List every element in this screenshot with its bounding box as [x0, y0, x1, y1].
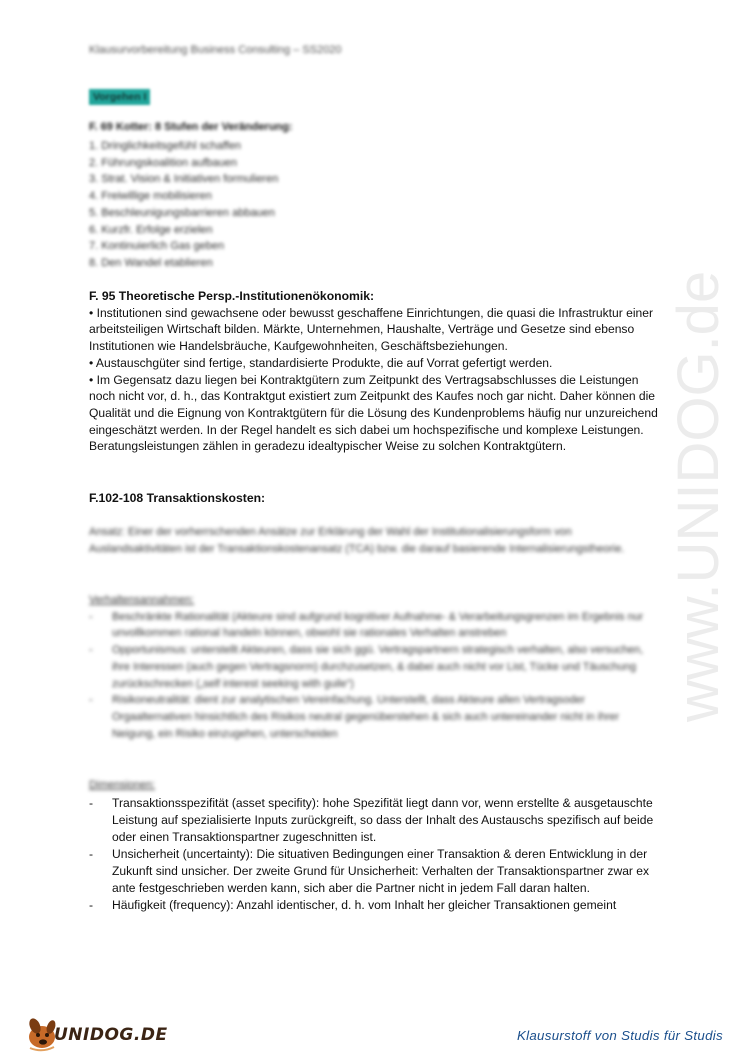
dimension-text: Häufigkeit (frequency): Anzahl identischer, d. h. vom Inhalt her gleicher Transaktionen gemeint — [112, 898, 617, 912]
transaktion-section — [89, 490, 659, 507]
list-dash: - — [89, 644, 93, 657]
kotter-list — [89, 138, 278, 272]
kotter-item: 7. Kontinuierlich Gas geben — [89, 240, 225, 253]
verhaltensannahme-text: Beschränkte Rationalität (Akteure sind aufgrund kognitiver Aufnahme- & Verarbeitungsgrenzen im Ergebnis nur unvollkommen rational handeln können, obwohl sie rationales Verhalten anstreben — [112, 610, 644, 640]
kotter-item: 6. Kurzfr. Erfolge erzielen — [89, 223, 213, 236]
dimensionen-heading-block — [89, 777, 661, 794]
institutionen-title: F. 95 Theoretische Persp.-Institutionenökonomik: — [89, 289, 375, 303]
transaktion-title: F.102-108 Transaktionskosten: — [89, 491, 266, 505]
watermark-text: www.UNIDOG.de — [666, 270, 731, 722]
kotter-item: 4. Freiwillige mobilisieren — [89, 190, 212, 203]
ansatz-paragraph: Ansatz: Einer der vorherrschenden Ansätze zur Erklärung der Wahl der Institutionalisierungsform von Auslandsaktivitäten ist der Transaktionskostenansatz (TCA) bzw. die darauf basierende Internalisierungstheorie. — [89, 526, 625, 555]
list-dash: - — [89, 796, 94, 810]
kotter-item: 3. Strat. Vision & Initiativen formulieren — [89, 173, 279, 186]
kotter-item: 1. Dringlichkeitsgefühl schaffen — [89, 140, 242, 152]
verhaltensannahme-item — [89, 692, 661, 742]
dimensionen-title: Dimensionen: — [89, 779, 156, 791]
kotter-item: 5. Beschleunigungsbarrieren abbauen — [89, 206, 275, 219]
verhaltensannahme-text: Opportunismus: unterstellt Akteuren, dass sie sich ggü. Vertragspartnern strategisch verhalten, also versuchen, ihre Interessen (auch gegen Vertragsnorm) durchzusetzen, & dabei auch nicht vor List, Tücke und Täuschung zurückschrecken („self interest seeking with guile“) — [112, 644, 644, 690]
verhaltensannahmen-list — [89, 609, 661, 743]
institutionen-bullet: • Institutionen sind gewachsene oder bewusst geschaffene Einrichtungen, die quasi die Infrastruktur einer arbeitsteiligen Wirtschaft bilden. Märkte, Unternehmen, Haushalte, Verträge und Gesetze sind ebenso Institutionen wie Handelsbräuche, Kaufgewohnheiten, Geschäftsbeziehungen. — [89, 305, 654, 354]
page-header: Klausurvorbereitung Business Consulting – SS2020 — [89, 44, 342, 56]
institutionen-section — [89, 288, 659, 455]
institutionen-bullet: • Im Gegensatz dazu liegen bei Kontraktgütern zum Zeitpunkt des Vertragsabschlusses die Leistungen noch nicht vor, d. h., das Kontraktgut existiert zum Zeitpunkt des Kaufes noch gar nicht. Daher können die Qualität und die Eignung von Kontraktgütern für die Lösung des Kundenproblems häufig nur unzureichend eingeschätzt werden. In der Regel handelt es sich dabei um hochspezifische und komplexe Leistungen. Beratungsleistungen zählen in geradezu idealtypischer Weise zu solchen Kontraktgütern. — [89, 372, 658, 454]
dimension-text: Unsicherheit (uncertainty): Die situativen Bedingungen einer Transaktion & deren Entwicklung in der Zukunft sind unsicher. Der zweite Grund für Unsicherheit: Verhalten der Transaktionspartner zwar ex ante festgeschrieben werden kann, sich aber die Partner nicht in jedem Fall daran halten. — [112, 847, 650, 895]
dimensionen-list — [89, 795, 661, 914]
institutionen-bullet: • Austauschgüter sind fertige, standardisierte Produkte, die auf Vorrat gefertigt werden. — [89, 355, 553, 370]
watermark — [640, 260, 740, 730]
kotter-item: 2. Führungskoalition aufbauen — [89, 156, 237, 169]
verhaltensannahme-item — [89, 642, 661, 692]
institutionen-bullets — [89, 305, 659, 455]
dimension-item — [89, 795, 661, 846]
logo-text: UNIDOG.DE — [54, 1025, 168, 1045]
dimension-item — [89, 897, 661, 914]
dimension-item — [89, 846, 661, 897]
verhaltensannahmen-block — [89, 592, 661, 742]
verhaltensannahme-item — [89, 609, 661, 642]
section-chip: Vorgehen I — [89, 89, 150, 105]
list-dash: - — [89, 898, 94, 912]
kotter-title: F. 69 Kotter: 8 Stufen der Veränderung: — [89, 121, 293, 133]
verhaltensannahme-text: Risikoneutralität: dient zur analytischen Vereinfachung. Unterstellt, dass Akteure allen Vertragsoder Orgaalternativen hinsichtlich des Risikos neutral gegenüberstehen & sich auch untereinander nicht in ihrer Neigung, ein Risiko einzugehen, unterscheiden — [112, 694, 620, 740]
list-dash: - — [89, 694, 93, 707]
kotter-item: 8. Den Wandel etablieren — [89, 256, 213, 269]
list-dash: - — [89, 610, 93, 623]
dimension-text: Transaktionsspezifität (asset specifity): hohe Spezifität liegt dann vor, wenn erstellte & ausgetauschte Leistung auf spezialisierte Inputs zurückgreift, so dass der Inhalt des Austauschs spezifisch auf beide oder einen Transaktionspartner zugeschnitten ist. — [112, 796, 654, 844]
list-dash: - — [89, 847, 94, 861]
footer-tagline: Klausurstoff von Studis für Studis — [516, 1028, 723, 1043]
verhaltensannahmen-title: Verhaltensannahmen: — [89, 594, 195, 606]
